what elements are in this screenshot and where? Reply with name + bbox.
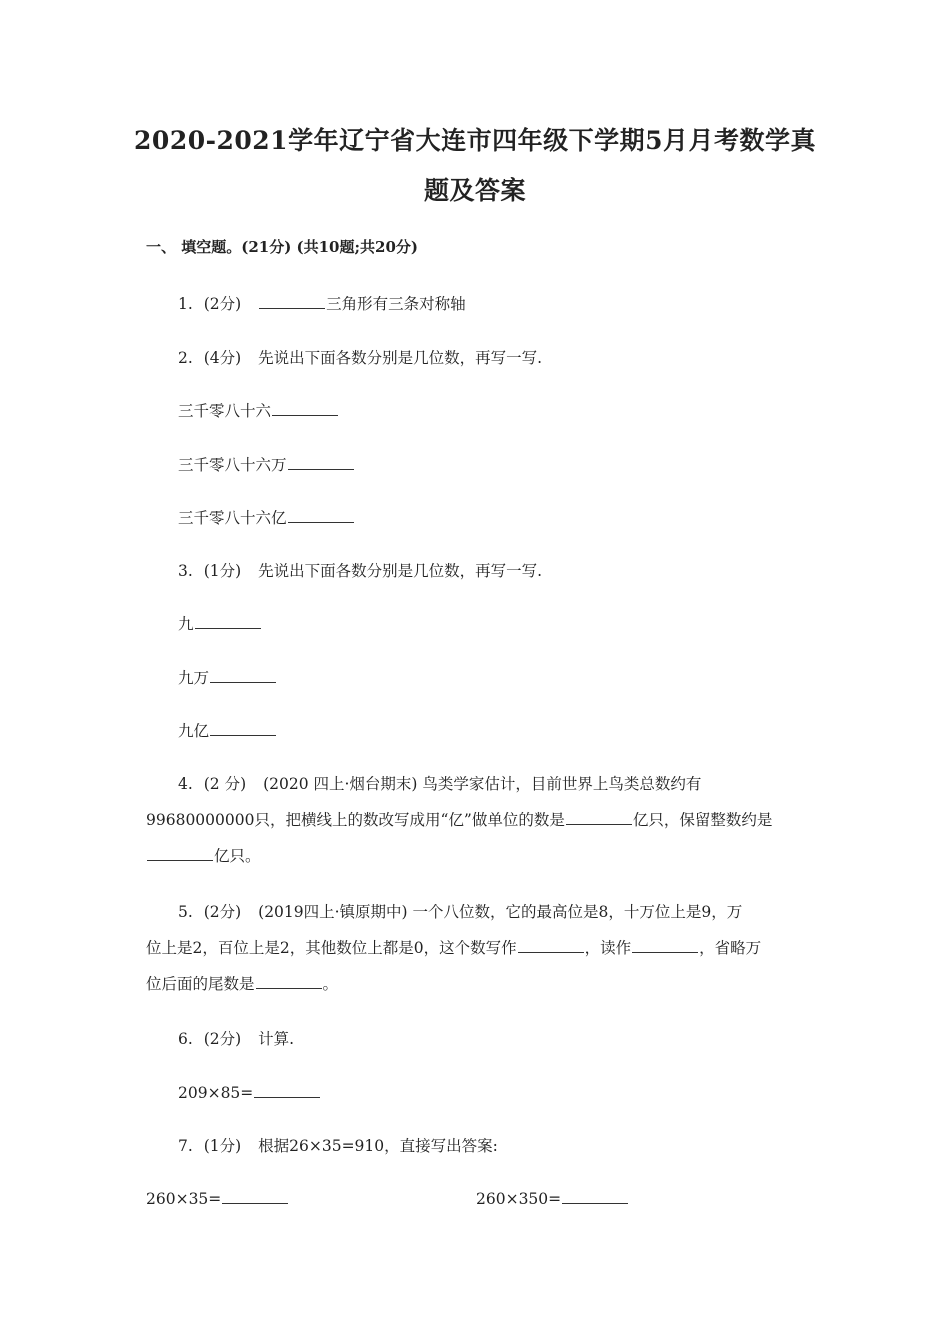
question-text: 计算.: [258, 1030, 295, 1048]
question-number: 5.: [178, 903, 193, 921]
section-heading: 一、 填空题。(21分) (共10题;共20分): [146, 238, 418, 256]
question-number: 4.: [178, 775, 193, 793]
question-score: (2分): [203, 903, 242, 921]
item-text: 九万: [178, 669, 210, 687]
question-number: 2.: [178, 349, 193, 367]
question-text: 鸟类学家估计，目前世界上鸟类总数约有: [422, 775, 702, 793]
answer-blank[interactable]: [259, 294, 325, 309]
document-title-line-2: 题及答案: [423, 176, 526, 205]
item-text: 九: [178, 615, 194, 633]
question-text: 亿只，保留整数约是: [632, 811, 773, 829]
question-7-expression-1: [146, 1187, 289, 1211]
item-text: 九亿: [178, 722, 210, 740]
question-text: 99680000000只，把横线上的数改写成用“亿”做单位的数是: [146, 811, 565, 829]
question-score: (1分): [203, 1137, 242, 1155]
question-7: [178, 1134, 498, 1158]
question-score: (2分): [203, 295, 242, 313]
expression-text: 260×35=: [146, 1190, 222, 1208]
question-7-expression-2: [476, 1187, 629, 1211]
question-text: 。: [322, 975, 339, 993]
answer-blank[interactable]: [222, 1189, 288, 1204]
question-score: (4分): [203, 349, 242, 367]
question-2-item-1: [178, 399, 339, 423]
question-2: [178, 346, 542, 370]
question-source: (2020 四上·烟台期末): [263, 775, 418, 793]
question-score: (2 分): [203, 775, 247, 793]
question-text: 位上是2，百位上是2，其他数位上都是0，这个数写作: [146, 939, 517, 957]
item-text: 三千零八十六: [178, 402, 272, 420]
question-4: [146, 766, 806, 874]
question-3-item-2: [178, 666, 277, 690]
question-2-item-3: [178, 506, 355, 530]
question-number: 6.: [178, 1030, 193, 1048]
answer-blank[interactable]: [566, 810, 632, 825]
question-3-item-3: [178, 719, 277, 743]
answer-blank[interactable]: [210, 721, 276, 736]
question-text: ，读作: [584, 939, 632, 957]
answer-blank[interactable]: [632, 938, 698, 953]
answer-blank[interactable]: [195, 614, 261, 629]
question-6: [178, 1027, 294, 1051]
answer-blank[interactable]: [288, 508, 354, 523]
question-number: 3.: [178, 562, 193, 580]
question-number: 1.: [178, 295, 193, 313]
answer-blank[interactable]: [288, 455, 354, 470]
expression-text: 209×85=: [178, 1084, 254, 1102]
item-text: 三千零八十六万: [178, 456, 287, 474]
question-6-expression: [178, 1081, 321, 1105]
question-text: ，省略万: [699, 939, 762, 957]
question-text: 位后面的尾数是: [146, 975, 255, 993]
answer-blank[interactable]: [518, 938, 584, 953]
question-5: [146, 894, 806, 1002]
question-source: (2019四上·镇原期中): [258, 903, 408, 921]
question-text: 一个八位数，它的最高位是8，十万位上是9，万: [412, 903, 743, 921]
question-score: (1分): [203, 562, 242, 580]
answer-blank[interactable]: [254, 1083, 320, 1098]
question-number: 7.: [178, 1137, 193, 1155]
question-text: 根据26×35=910，直接写出答案:: [258, 1137, 498, 1155]
item-text: 三千零八十六亿: [178, 509, 287, 527]
question-1: [178, 292, 466, 316]
answer-blank[interactable]: [562, 1189, 628, 1204]
question-2-item-2: [178, 453, 355, 477]
question-score: (2分): [203, 1030, 242, 1048]
answer-blank[interactable]: [256, 974, 322, 989]
question-3: [178, 559, 542, 583]
expression-text: 260×350=: [476, 1190, 562, 1208]
document-title-line-1: 2020-2021学年辽宁省大连市四年级下学期5月月考数学真: [134, 126, 816, 155]
answer-blank[interactable]: [210, 668, 276, 683]
answer-blank[interactable]: [147, 846, 213, 861]
question-text: 先说出下面各数分别是几位数，再写一写.: [258, 349, 543, 367]
answer-blank[interactable]: [272, 401, 338, 416]
question-text: 亿只。: [214, 847, 261, 865]
question-text: 先说出下面各数分别是几位数，再写一写.: [258, 562, 543, 580]
question-text: 三角形有三条对称轴: [326, 295, 466, 313]
question-3-item-1: [178, 612, 262, 636]
